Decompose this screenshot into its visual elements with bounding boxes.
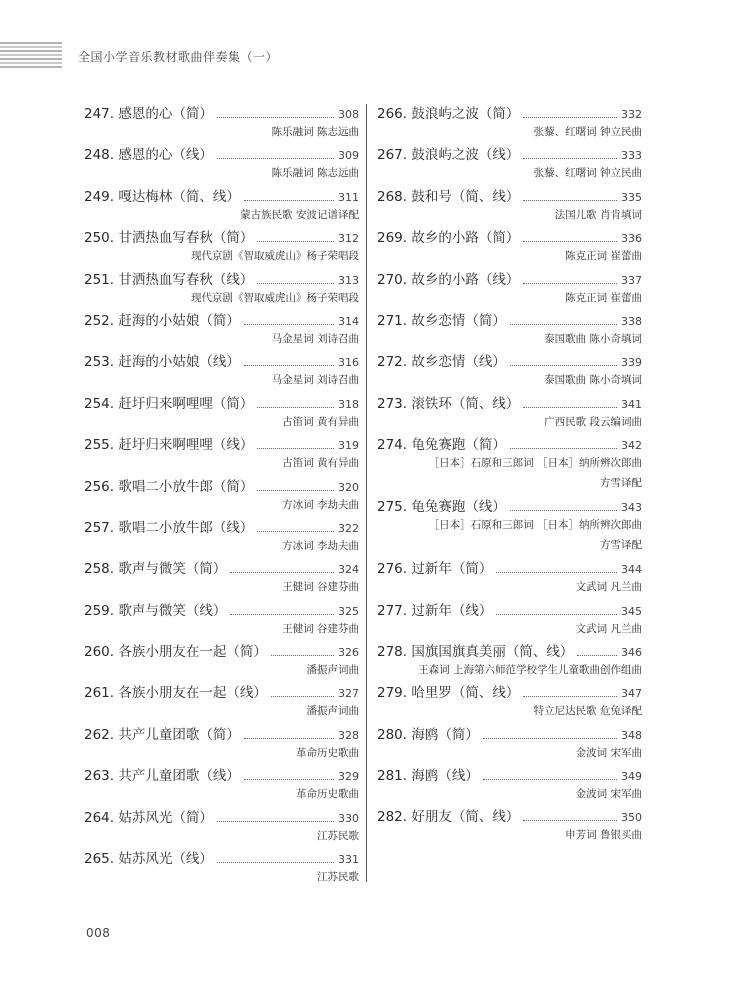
toc-entry-credit: 文武词 凡兰曲 — [575, 622, 642, 635]
toc-entry-line — [84, 102, 359, 122]
toc-entry-credit-translator: 方雪译配 — [600, 539, 642, 552]
toc-entry[interactable] — [84, 392, 359, 433]
toc-entry-line — [84, 143, 359, 163]
dot-leader — [523, 158, 617, 159]
column-divider — [366, 104, 367, 882]
dot-leader — [217, 117, 334, 118]
dot-leader — [244, 779, 334, 780]
toc-entry-title: 251. 甘洒热血写春秋（线） — [84, 271, 254, 288]
dot-leader — [523, 200, 617, 201]
toc-entry-page: 314 — [338, 314, 359, 328]
toc-entry[interactable] — [84, 723, 359, 764]
toc-entry[interactable] — [84, 350, 359, 391]
toc-entry[interactable] — [377, 392, 642, 433]
toc-entry-page: 308 — [338, 108, 359, 121]
dot-leader — [244, 200, 334, 201]
toc-entry-page: 316 — [338, 356, 359, 370]
toc-entry[interactable] — [84, 806, 359, 847]
toc-entry-page: 311 — [338, 190, 359, 204]
dot-leader — [523, 117, 617, 118]
toc-entry-page: 333 — [621, 149, 642, 163]
toc-entry-credit: 马金星词 刘诗召曲 — [271, 332, 359, 345]
toc-entry-title: 259. 歌声与微笑（线） — [84, 602, 227, 619]
toc-entry-title: 247. 感恩的心（简） — [84, 106, 213, 122]
toc-entry-title: 280. 海鸥（简） — [377, 726, 479, 743]
toc-entry-title: 263. 共产儿童团歌（线） — [84, 768, 240, 785]
toc-entry[interactable] — [377, 226, 642, 267]
toc-entry-line — [84, 309, 359, 329]
dot-leader — [244, 324, 334, 325]
dot-leader — [523, 241, 617, 242]
toc-entry-credit: 潘振声词曲 — [306, 664, 359, 677]
toc-entry-credit: 文武词 凡兰曲 — [575, 581, 642, 594]
toc-entry-credit: 革命历史歌曲 — [296, 746, 359, 759]
toc-entry-line — [84, 433, 359, 453]
toc-entry[interactable] — [377, 557, 642, 598]
toc-entry-line — [84, 681, 359, 701]
toc-entry-title: 254. 赶圩归来啊哩哩（简） — [84, 395, 254, 412]
toc-entry-title: 274. 龟兔赛跑（简） — [377, 437, 506, 454]
dot-leader — [217, 821, 334, 822]
toc-entry-page: 337 — [621, 273, 642, 287]
toc-entry-line — [377, 640, 642, 660]
toc-entry[interactable] — [377, 433, 642, 495]
toc-entry-line — [377, 102, 642, 122]
toc-entry-title: 272. 故乡恋情（线） — [377, 354, 506, 371]
toc-entry-title: 266. 鼓浪屿之波（简） — [377, 106, 520, 122]
dot-leader — [523, 407, 617, 408]
toc-entry-line — [377, 309, 642, 329]
dot-leader — [230, 614, 334, 615]
toc-entry-title: 252. 赶海的小姑娘（简） — [84, 312, 240, 329]
dot-leader — [510, 324, 617, 325]
toc-entry-credit: 潘振声词曲 — [306, 705, 359, 718]
toc-entry-credit: 陈克正词 崔蕾曲 — [565, 291, 642, 304]
toc-entry-credit: 申芳词 鲁银买曲 — [565, 829, 642, 842]
toc-entry-credit: 方冰词 李劫夫曲 — [282, 539, 359, 552]
toc-entry-credit: 金波词 宋军曲 — [575, 746, 642, 759]
toc-entry-page: 327 — [338, 687, 359, 701]
dot-leader — [483, 779, 617, 780]
toc-entry[interactable] — [377, 681, 642, 722]
toc-entry-line — [377, 226, 642, 246]
toc-entry-credit: 法国儿歌 肖肯填词 — [554, 208, 642, 221]
toc-entry-page: 312 — [338, 232, 359, 246]
toc-entry-title: 264. 姑苏风光（简） — [84, 809, 213, 826]
toc-entry-line — [84, 557, 359, 577]
toc-entry[interactable] — [377, 599, 642, 640]
toc-entry-title: 279. 哈里罗（简、线） — [377, 685, 520, 702]
toc-entry-credit: 革命历史歌曲 — [296, 788, 359, 801]
toc-entry-line — [84, 226, 359, 246]
toc-entry-page: 329 — [338, 770, 359, 784]
header-decoration — [0, 42, 62, 68]
toc-entry[interactable] — [84, 681, 359, 722]
toc-entry-page: 347 — [621, 687, 642, 701]
toc-entry-title: 268. 鼓和号（简、线） — [377, 188, 520, 205]
toc-entry-title: 249. 嘎达梅林（简、线） — [84, 188, 240, 205]
toc-entry-credit: 金波词 宋军曲 — [575, 788, 642, 801]
toc-entry-page: 346 — [621, 645, 642, 659]
toc-entry[interactable] — [84, 557, 359, 598]
toc-entry-credit: 陈乐融词 陈志远曲 — [271, 126, 359, 138]
toc-entry[interactable] — [84, 226, 359, 267]
toc-entry[interactable] — [377, 640, 642, 681]
toc-entry[interactable] — [377, 723, 642, 764]
toc-entry-line — [84, 516, 359, 536]
toc-entry-line — [377, 433, 642, 453]
toc-entry[interactable] — [84, 475, 359, 516]
toc-entry[interactable] — [377, 764, 642, 805]
toc-entry-credit: 现代京剧《智取威虎山》杨子荣唱段 — [191, 291, 359, 304]
toc-entry-page: 344 — [621, 563, 642, 577]
dot-leader — [577, 655, 617, 656]
toc-entry-page: 348 — [621, 728, 642, 742]
toc-entry-title: 248. 感恩的心（线） — [84, 147, 213, 164]
dot-leader — [523, 696, 617, 697]
toc-entry[interactable] — [84, 847, 359, 888]
dot-leader — [510, 510, 617, 511]
toc-entry-page: 319 — [338, 439, 359, 453]
toc-entry-line — [84, 806, 359, 826]
toc-entry-line — [377, 764, 642, 784]
toc-entry-title: 271. 故乡恋情（简） — [377, 312, 506, 329]
toc-entry-page: 335 — [621, 190, 642, 204]
dot-leader — [257, 531, 334, 532]
dot-leader — [510, 448, 617, 449]
toc-entry-line — [377, 805, 642, 825]
toc-entry[interactable] — [377, 350, 642, 391]
toc-entry[interactable] — [84, 516, 359, 557]
toc-entry-page: 330 — [338, 811, 359, 825]
toc-entry-page: 309 — [338, 149, 359, 163]
toc-entry-credit: 广西民歌 段云编词曲 — [544, 415, 642, 428]
dot-leader — [257, 490, 334, 491]
toc-entry-line — [377, 599, 642, 619]
dot-leader — [257, 241, 334, 242]
toc-entry-line — [84, 599, 359, 619]
toc-entry-page: 341 — [621, 397, 642, 411]
toc-entry[interactable] — [377, 143, 642, 184]
toc-entry-line — [84, 185, 359, 205]
toc-entry-page: 318 — [338, 397, 359, 411]
toc-entry-credit: 特立尼达民歌 危兔译配 — [533, 705, 642, 718]
toc-entry-page: 322 — [338, 521, 359, 535]
toc-entry-page: 345 — [621, 604, 642, 618]
toc-entry[interactable] — [84, 433, 359, 474]
running-header-title: 全国小学音乐教材歌曲伴奏集（一） — [78, 50, 279, 64]
toc-entry[interactable] — [84, 268, 359, 309]
toc-entry-page: 349 — [621, 770, 642, 784]
toc-entry-title: 256. 歌唱二小放牛郎（简） — [84, 478, 254, 495]
toc-entry-credit: 陈克正词 崔蕾曲 — [565, 250, 642, 263]
dot-leader — [244, 365, 334, 366]
toc-entry-title: 253. 赶海的小姑娘（线） — [84, 354, 240, 371]
toc-entry-page: 326 — [338, 646, 359, 660]
dot-leader — [244, 738, 334, 739]
toc-entry-line — [377, 392, 642, 412]
toc-entry-credit: 王健词 谷建芬曲 — [282, 581, 359, 594]
dot-leader — [510, 365, 617, 366]
toc-entry[interactable] — [84, 143, 359, 184]
dot-leader — [496, 572, 617, 573]
toc-entry-credit: 古笛词 黄有异曲 — [282, 457, 359, 470]
toc-entry[interactable] — [84, 764, 359, 805]
toc-entry-credit: 张藜、红曙词 钟立民曲 — [533, 167, 642, 180]
toc-entry-line — [377, 495, 642, 515]
toc-entry-line — [377, 723, 642, 743]
dot-leader — [257, 448, 334, 449]
toc-entry-line — [84, 350, 359, 370]
dot-leader — [257, 407, 334, 408]
toc-entry-credit: 马金星词 刘诗召曲 — [271, 374, 359, 387]
toc-entry-credit: 江苏民歌 — [317, 829, 359, 842]
toc-entry[interactable] — [377, 102, 642, 143]
toc-entry-title: 277. 过新年（线） — [377, 602, 493, 619]
toc-entry-line — [377, 681, 642, 701]
toc-entry-page: 343 — [621, 501, 642, 515]
toc-entry-page: 313 — [338, 273, 359, 287]
dot-leader — [483, 738, 617, 739]
toc-entry-credit: 张藜、红曙词 钟立民曲 — [533, 126, 642, 138]
toc-entry[interactable] — [84, 102, 359, 143]
toc-entry-title: 267. 鼓浪屿之波（线） — [377, 147, 520, 164]
toc-entry-page: 325 — [338, 604, 359, 618]
toc-entry-title: 270. 故乡的小路（线） — [377, 271, 520, 288]
toc-entry-page: 350 — [621, 811, 642, 825]
toc-entry-title: 250. 甘洒热血写春秋（简） — [84, 230, 254, 247]
toc-entry-line — [84, 475, 359, 495]
toc-entry-credit: 古笛词 黄有异曲 — [282, 415, 359, 428]
toc-entry-title: 278. 国旗国旗真美丽（简、线） — [377, 643, 574, 660]
toc-entry-credit: 陈乐融词 陈志远曲 — [271, 167, 359, 180]
toc-entry-title: 258. 歌声与微笑（简） — [84, 561, 227, 578]
toc-entry[interactable] — [84, 640, 359, 681]
toc-entry-title: 281. 海鸥（线） — [377, 768, 479, 785]
toc-entry-page: 324 — [338, 563, 359, 577]
toc-entry-line — [84, 723, 359, 743]
toc-entry-line — [84, 392, 359, 412]
toc-entry-title: 276. 过新年（简） — [377, 561, 493, 578]
dot-leader — [523, 820, 617, 821]
toc-entry-page: 328 — [338, 728, 359, 742]
toc-entry-line — [84, 764, 359, 784]
toc-entry-line — [377, 143, 642, 163]
toc-entry[interactable] — [377, 805, 642, 846]
toc-entry-line — [377, 350, 642, 370]
dot-leader — [496, 614, 617, 615]
toc-entry-page: 331 — [338, 853, 359, 867]
toc-entry[interactable] — [377, 185, 642, 226]
dot-leader — [217, 158, 334, 159]
toc-entry-credit: 现代京剧《智取威虎山》杨子荣唱段 — [191, 250, 359, 263]
toc-entry-title: 257. 歌唱二小放牛郎（线） — [84, 519, 254, 536]
toc-entry-credit: 泰国歌曲 陈小奇填词 — [544, 374, 642, 387]
toc-right-column — [377, 102, 642, 847]
toc-entry-page: 320 — [338, 480, 359, 494]
dot-leader — [271, 655, 334, 656]
toc-entry-line — [377, 268, 642, 288]
toc-left-column — [84, 102, 359, 888]
toc-entry-line — [377, 185, 642, 205]
toc-entry[interactable] — [84, 185, 359, 226]
page-number: 008 — [86, 926, 111, 940]
toc-entry-title: 269. 故乡的小路（简） — [377, 230, 520, 247]
toc-entry-credit: ［日本］石原和三郎词 ［日本］纳所辨次郎曲 — [428, 457, 642, 470]
toc-entry-title: 273. 滚铁环（简、线） — [377, 395, 520, 412]
dot-leader — [257, 283, 334, 284]
toc-entry-line — [84, 847, 359, 867]
toc-entry-credit: 泰国歌曲 陈小奇填词 — [544, 332, 642, 345]
toc-entry-title: 260. 各族小朋友在一起（简） — [84, 644, 267, 661]
toc-entry-page: 342 — [621, 439, 642, 453]
toc-entry-title: 275. 龟兔赛跑（线） — [377, 499, 506, 516]
toc-entry[interactable] — [377, 495, 642, 557]
toc-entry[interactable] — [84, 599, 359, 640]
toc-entry-title: 261. 各族小朋友在一起（线） — [84, 685, 267, 702]
toc-entry-page: 336 — [621, 232, 642, 246]
toc-entry-credit: 江苏民歌 — [317, 871, 359, 884]
dot-leader — [230, 572, 334, 573]
toc-entry-page: 332 — [621, 108, 642, 121]
dot-leader — [271, 696, 334, 697]
toc-entry[interactable] — [84, 309, 359, 350]
toc-entry-line — [377, 557, 642, 577]
toc-entry-line — [84, 268, 359, 288]
toc-entry-credit-translator: 方雪译配 — [600, 477, 642, 490]
toc-entry-title: 262. 共产儿童团歌（简） — [84, 726, 240, 743]
toc-entry-page: 339 — [621, 356, 642, 370]
toc-entry-credit: 蒙古族民歌 安波记谱译配 — [240, 208, 359, 221]
toc-entry-credit: 王健词 谷建芬曲 — [282, 622, 359, 635]
toc-entry-page: 338 — [621, 314, 642, 328]
toc-entry-credit: ［日本］石原和三郎词 ［日本］纳所辨次郎曲 — [428, 519, 642, 532]
toc-entry-line — [84, 640, 359, 660]
toc-entry-title: 255. 赶圩归来啊哩哩（线） — [84, 437, 254, 454]
toc-entry[interactable] — [377, 268, 642, 309]
dot-leader — [217, 862, 334, 863]
toc-entry-credit: 王森词 上海第六师范学校学生儿童歌曲创作组曲 — [418, 663, 642, 676]
toc-entry[interactable] — [377, 309, 642, 350]
toc-entry-title: 265. 姑苏风光（线） — [84, 851, 213, 868]
dot-leader — [523, 283, 617, 284]
toc-entry-title: 282. 好朋友（简、线） — [377, 809, 520, 826]
toc-entry-credit: 方冰词 李劫夫曲 — [282, 498, 359, 511]
